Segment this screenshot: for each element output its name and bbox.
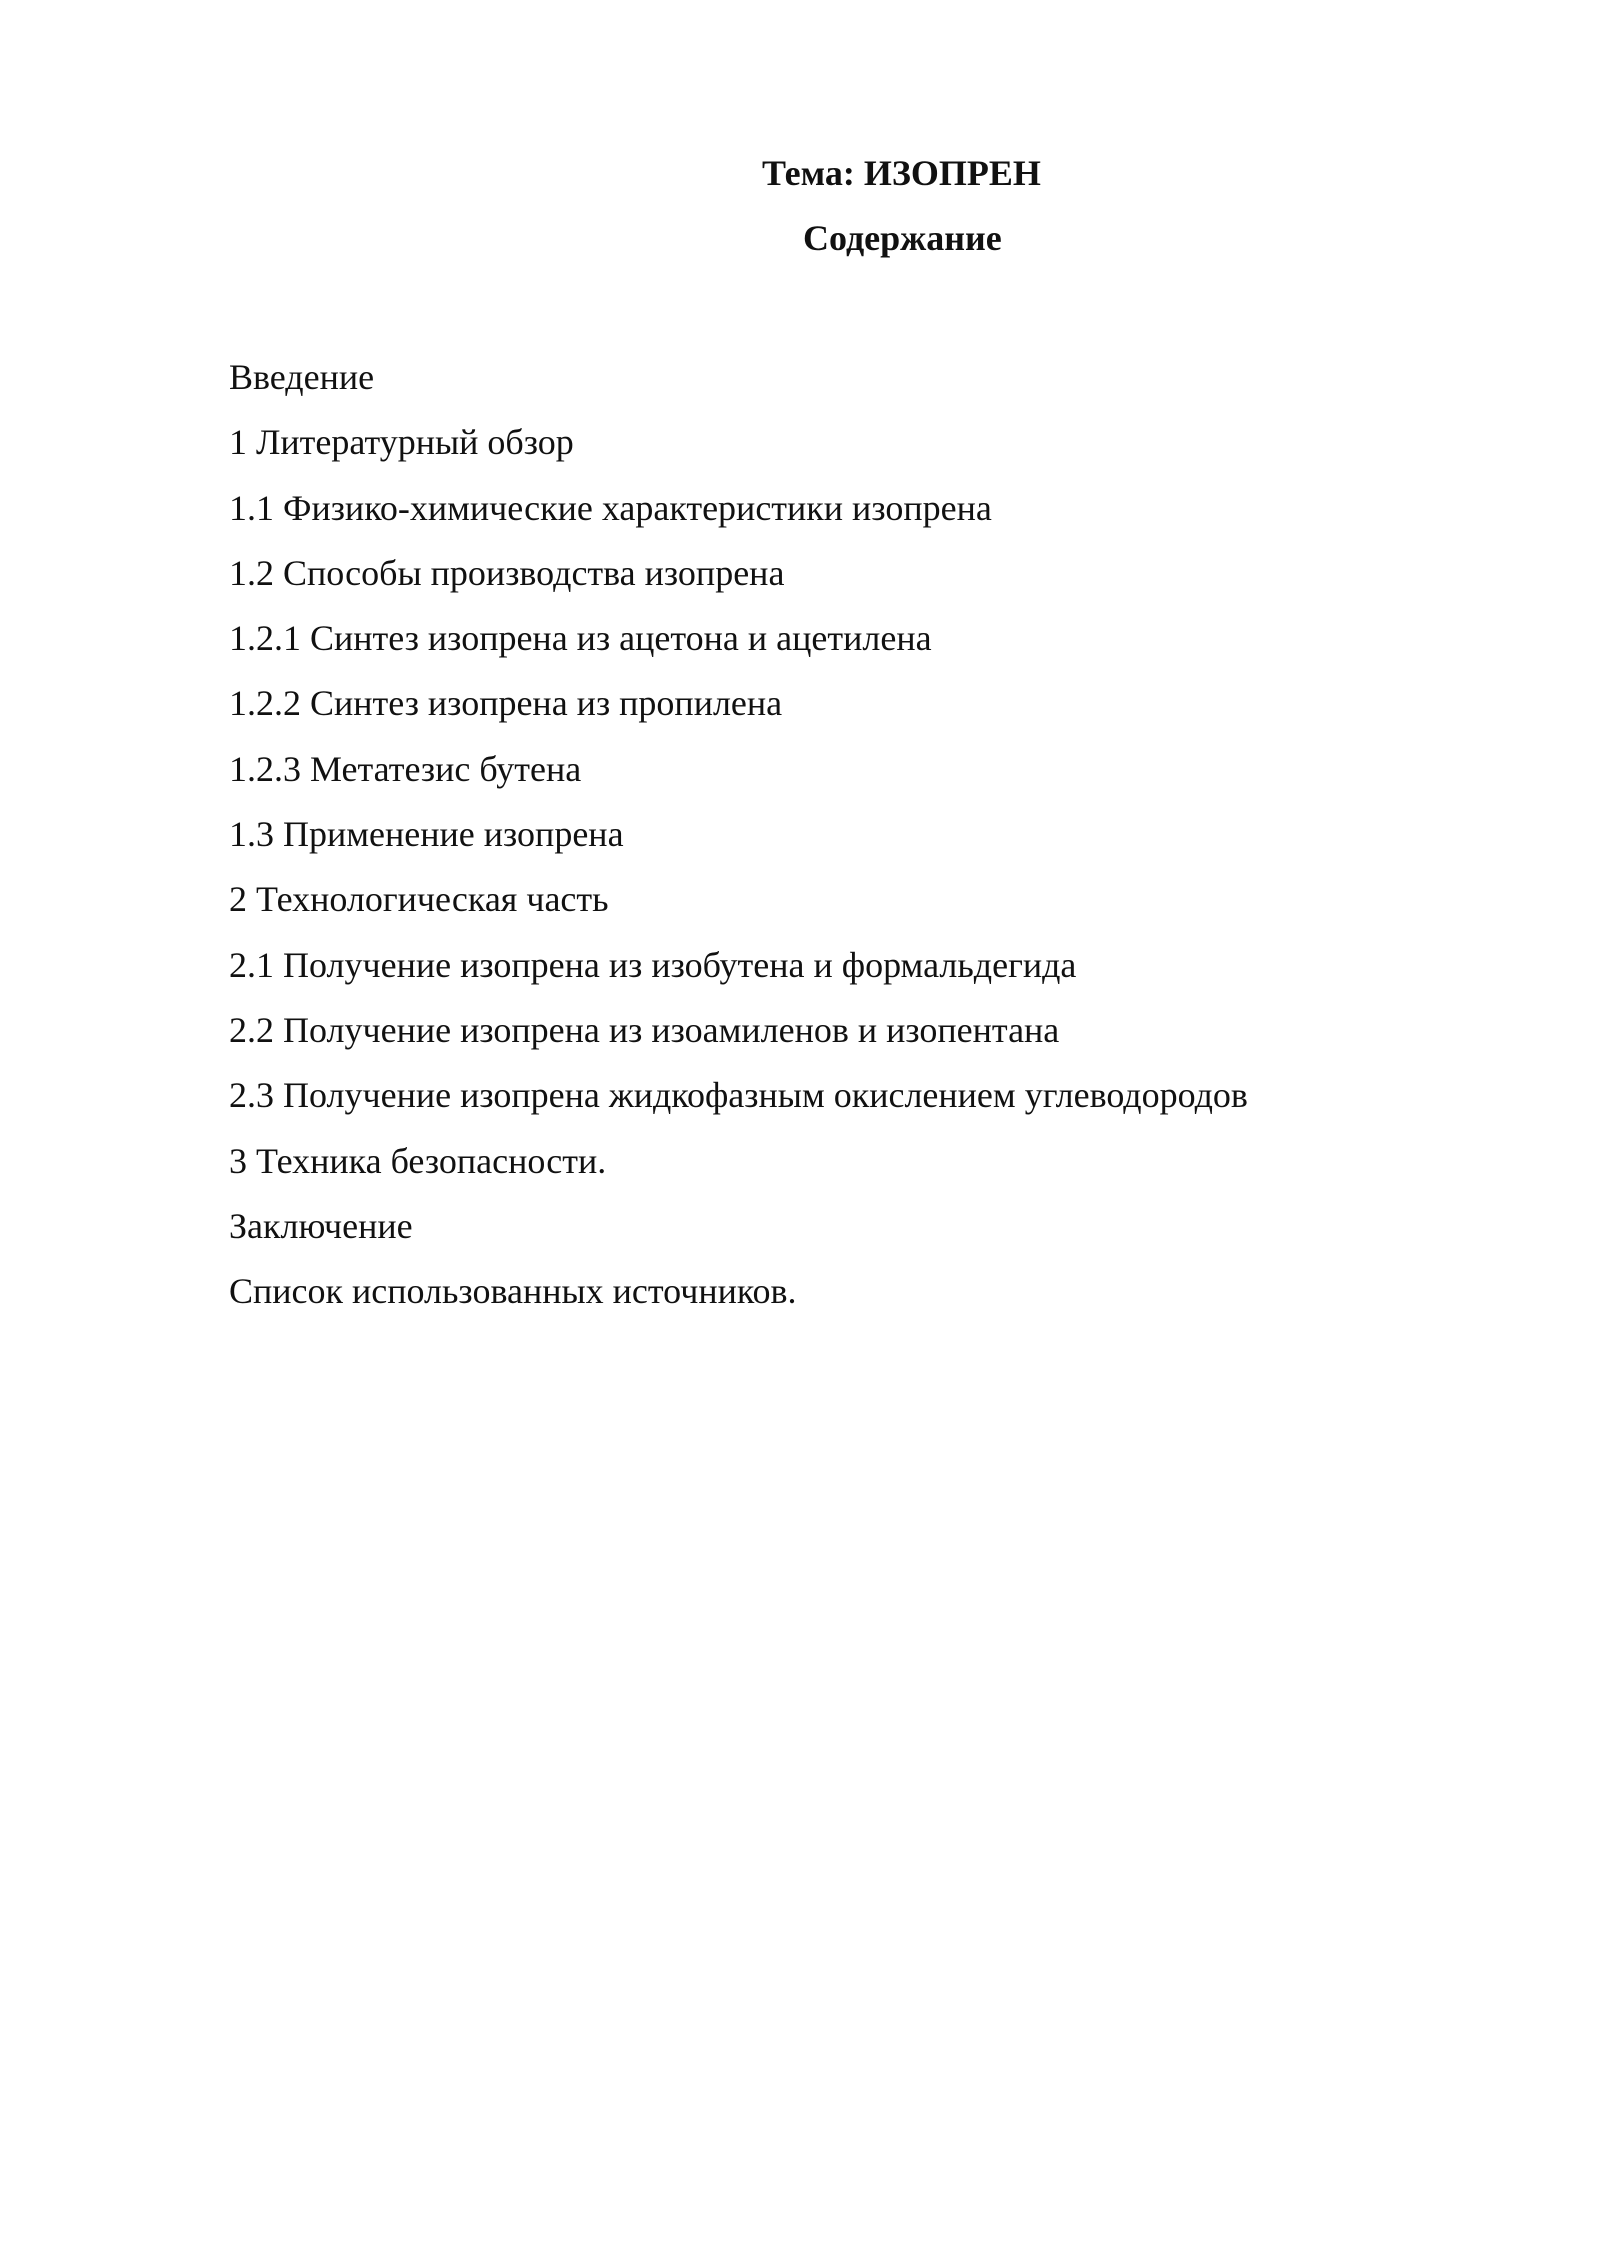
toc-item: 1.3 Применение изопрена — [229, 814, 624, 855]
toc-item: 3 Техника безопасности. — [229, 1140, 607, 1181]
toc-item: Заключение — [229, 1205, 413, 1246]
toc-item: 2 Технологическая часть — [229, 879, 609, 920]
toc-item: 2.1 Получение изопрена из изобутена и формальдегида — [229, 944, 1077, 985]
toc-item: 1.2 Способы производства изопрена — [229, 552, 785, 593]
toc-item: 1.2.1 Синтез изопрена из ацетона и ацетилена — [229, 618, 932, 659]
toc-item: 1 Литературный обзор — [229, 422, 574, 463]
toc-item: Список использованных источников. — [229, 1271, 797, 1312]
table-of-contents — [229, 345, 1248, 1324]
toc-item: 1.2.2 Синтез изопрена из пропилена — [229, 683, 783, 724]
toc-item: 1.1 Физико-химические характеристики изопрена — [229, 487, 992, 528]
toc-item: 2.3 Получение изопрена жидкофазным окислением углеводородов — [229, 1075, 1248, 1116]
document-topic: Тема: ИЗОПРЕН — [762, 153, 1041, 193]
toc-item: 1.2.3 Метатезис бутена — [229, 748, 582, 789]
toc-item: 2.2 Получение изопрена из изоамиленов и изопентана — [229, 1009, 1060, 1050]
contents-heading: Содержание — [803, 218, 1002, 258]
toc-item: Введение — [229, 357, 375, 397]
